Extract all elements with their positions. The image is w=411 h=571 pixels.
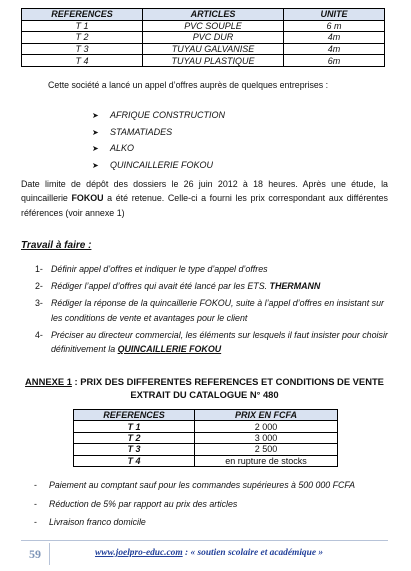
paragraph-text: Date limite de dépôt des dossiers le 26 juin 2012 à 18 heures. Après une étude, la quincaillerie xyxy=(21,179,388,204)
table-header-row xyxy=(74,410,338,421)
list-item xyxy=(34,515,355,534)
cell-reference: T 4 xyxy=(74,455,195,466)
conditions-list xyxy=(34,478,355,534)
arrow-bullet-icon: ➤ xyxy=(92,111,99,120)
list-item xyxy=(21,262,388,277)
table-row xyxy=(22,55,385,67)
table-header-row xyxy=(22,9,385,21)
paragraph-text: a été retenue. Celle-ci a fourni les prix correspondant aux différentes références (voir annexe 1) xyxy=(21,193,388,218)
annexe-heading xyxy=(21,376,388,401)
task-text: Définir appel d’offres et indiquer le type d’appel d’offres xyxy=(51,264,268,274)
task-number: 4- xyxy=(35,329,43,340)
table-row xyxy=(74,421,338,432)
cell-price: 2 500 xyxy=(195,444,338,455)
list-item xyxy=(92,140,225,157)
cell-price: 2 000 xyxy=(195,421,338,432)
table-row xyxy=(74,455,338,466)
paragraph-bold: FOKOU xyxy=(71,193,104,204)
annexe-title-line1: : PRIX DES DIFFERENTES REFERENCES ET CONDITIONS DE VENTE xyxy=(71,376,384,387)
list-item xyxy=(21,296,388,325)
task-bold: QUINCAILLERIE FOKOU xyxy=(117,344,222,354)
list-item xyxy=(34,478,355,497)
cell-unite: 4m xyxy=(284,32,385,44)
annexe-label: ANNEXE 1 xyxy=(25,376,72,387)
header-articles: ARTICLES xyxy=(143,9,284,21)
cell-unite: 6m xyxy=(284,55,385,67)
cell-article: PVC SOUPLE xyxy=(143,20,284,32)
dash-bullet-icon: - xyxy=(34,480,37,490)
cell-unite: 4m xyxy=(284,43,385,55)
header-prix: PRIX EN FCFA xyxy=(195,410,338,421)
table-row xyxy=(22,32,385,44)
cell-price: en rupture de stocks xyxy=(195,455,338,466)
company-name: STAMATIADES xyxy=(110,126,173,137)
cell-article: PVC DUR xyxy=(143,32,284,44)
company-name: ALKO xyxy=(110,143,135,153)
footer-divider xyxy=(21,540,388,541)
cell-unite: 6 m xyxy=(284,20,385,32)
condition-text: Paiement au comptant sauf pour les commandes supérieures à 500 000 FCFA xyxy=(49,480,355,490)
company-name: QUINCAILLERIE FOKOU xyxy=(110,159,214,170)
section-title: Travail à faire : xyxy=(21,240,92,251)
task-number: 3- xyxy=(35,298,43,308)
arrow-bullet-icon: ➤ xyxy=(92,160,99,170)
cell-article: TUYAU GALVANISE xyxy=(143,43,284,55)
list-item xyxy=(92,157,225,174)
cell-reference: T 3 xyxy=(74,444,195,455)
table-row xyxy=(22,20,385,32)
cell-reference: T 3 xyxy=(22,43,143,55)
arrow-bullet-icon: ➤ xyxy=(92,127,99,137)
cell-reference: T 4 xyxy=(22,55,143,67)
dash-bullet-icon: - xyxy=(34,517,37,528)
cell-reference: T 1 xyxy=(74,421,195,432)
references-table xyxy=(21,8,385,67)
page-number: 59 xyxy=(21,543,50,565)
company-list xyxy=(92,107,225,173)
list-item xyxy=(92,107,225,124)
footer-text xyxy=(95,548,323,558)
task-number: 2- xyxy=(35,281,43,291)
cell-reference: T 1 xyxy=(22,20,143,32)
task-bold: THERMANN xyxy=(269,281,321,291)
table-row xyxy=(74,444,338,455)
header-references: REFERENCES xyxy=(22,9,143,21)
intro-text: Cette société a lancé un appel d’offres auprès de quelques entreprises : xyxy=(48,80,329,90)
list-item xyxy=(21,328,388,357)
header-references: REFERENCES xyxy=(74,410,195,421)
condition-text: Livraison franco domicile xyxy=(49,517,146,528)
annexe-title-line2: EXTRAIT DU CATALOGUE N° 480 xyxy=(130,388,279,400)
footer-tagline: : « soutien scolaire et académique » xyxy=(182,548,324,558)
table-row xyxy=(74,432,338,443)
context-paragraph xyxy=(21,177,388,220)
table-row xyxy=(22,43,385,55)
cell-article: TUYAU PLASTIQUE xyxy=(143,55,284,67)
task-text: Rédiger l’appel d’offres qui avait été lancé par les ETS. xyxy=(51,281,270,291)
list-item xyxy=(21,279,388,294)
list-item xyxy=(34,497,355,516)
header-unite: UNITE xyxy=(284,9,385,21)
footer-site-link[interactable]: www.joelpro-educ.com xyxy=(95,548,183,558)
condition-text: Réduction de 5% par rapport au prix des articles xyxy=(49,498,238,509)
task-text: Préciser au directeur commercial, les éléments sur lesquels il faut insister pour choisir définitivement la xyxy=(51,329,388,354)
task-number: 1- xyxy=(35,264,43,274)
arrow-bullet-icon: ➤ xyxy=(92,144,99,153)
cell-price: 3 000 xyxy=(195,432,338,443)
cell-reference: T 2 xyxy=(22,32,143,44)
price-table xyxy=(73,409,338,467)
task-text: Rédiger la réponse de la quincaillerie FOKOU, suite à l’appel d’offres en insistant sur les conditions de vente et avantages pour le client xyxy=(51,298,384,323)
task-list xyxy=(21,262,388,359)
cell-reference: T 2 xyxy=(74,432,195,443)
dash-bullet-icon: - xyxy=(34,498,37,509)
list-item xyxy=(92,124,225,141)
company-name: AFRIQUE CONSTRUCTION xyxy=(110,110,226,120)
